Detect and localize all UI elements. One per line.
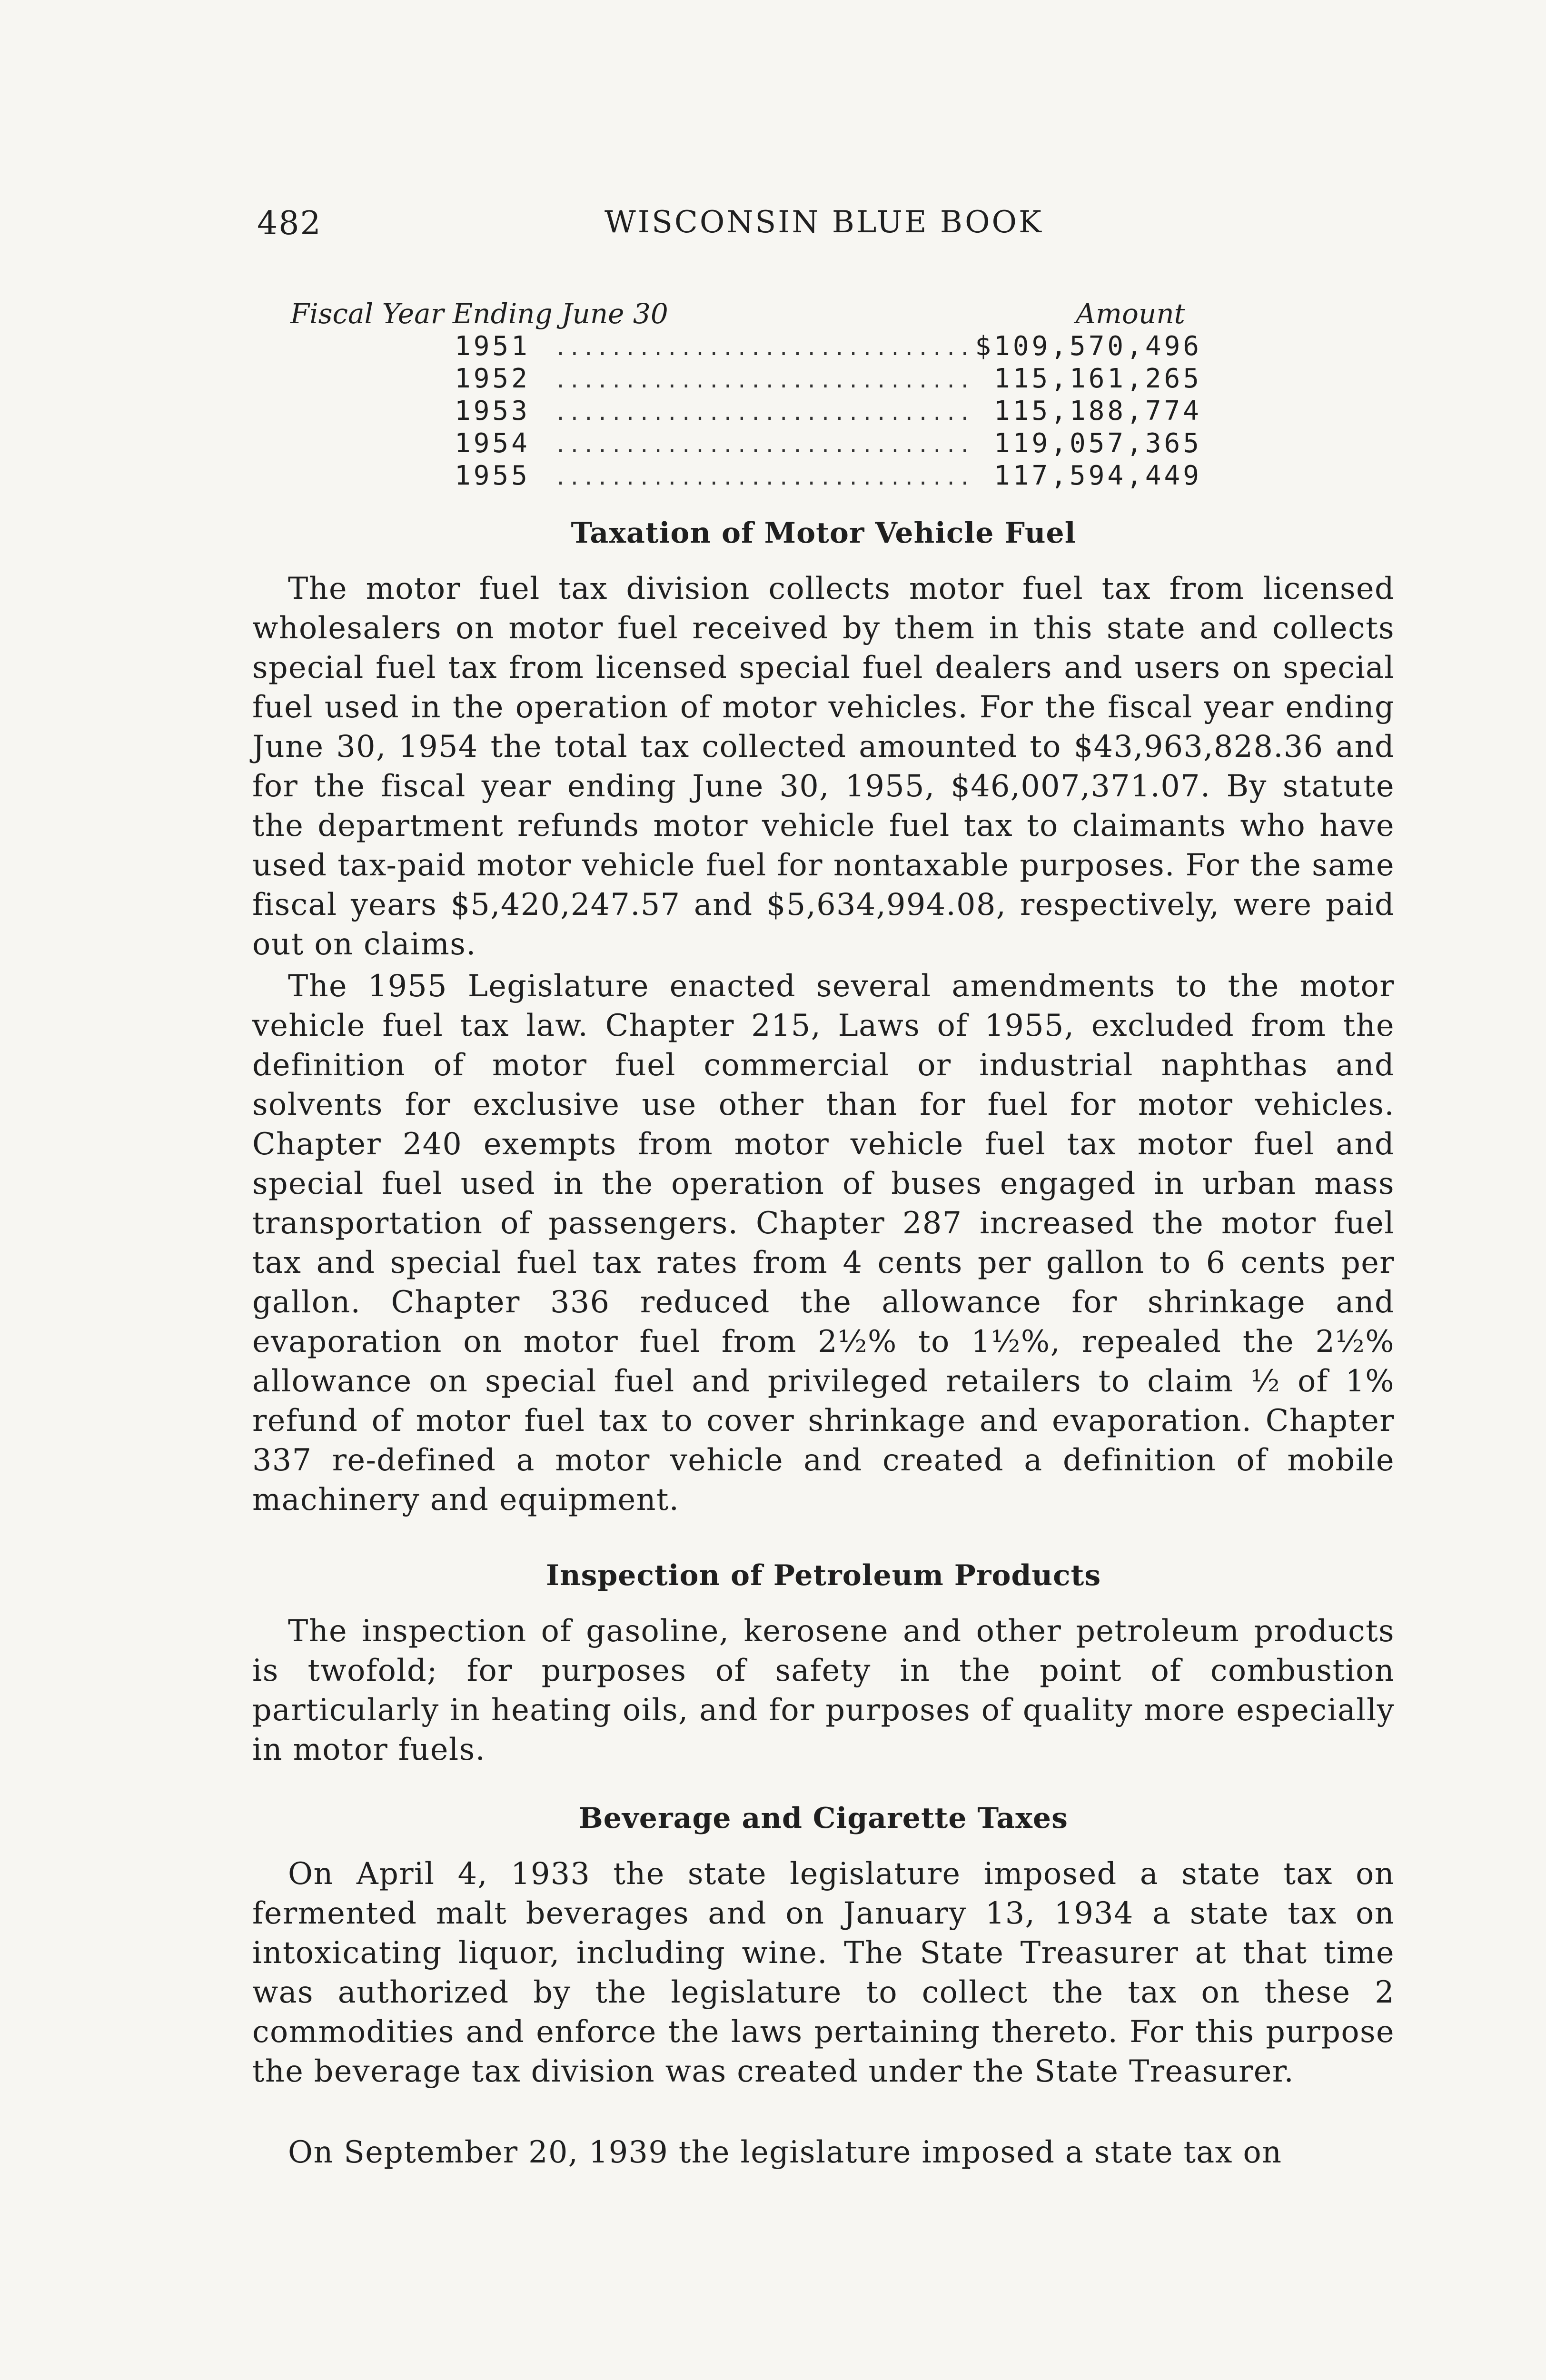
column-label-fiscal-year: Fiscal Year Ending June 30	[290, 298, 668, 330]
running-head	[257, 205, 1418, 248]
row-amount: 119,057,365	[994, 428, 1202, 459]
row-amount: 115,188,774	[994, 396, 1202, 426]
paragraph-petroleum-1: The inspection of gasoline, kerosene and other petroleum products is twofold; for purposes of safety in the point of combustion particularly in heating oils, and for purposes of quality more especially in motor fuels.	[252, 1613, 1395, 1767]
row-amount: $109,570,496	[975, 331, 1202, 362]
section-heading-motor-fuel: Taxation of Motor Vehicle Fuel	[571, 516, 1076, 550]
dot-leader	[555, 369, 973, 392]
row-year: 1953	[455, 396, 530, 426]
paragraph-beverage-2: On September 20, 1939 the legislature imposed a state tax on	[288, 2134, 1282, 2170]
table-row	[455, 396, 1202, 428]
row-year: 1954	[455, 428, 530, 459]
dot-leader	[555, 401, 973, 425]
row-year: 1955	[455, 460, 530, 491]
row-year: 1951	[455, 331, 530, 362]
table-row	[455, 428, 1202, 460]
table-row	[455, 331, 1202, 363]
running-title: WISCONSIN BLUE BOOK	[605, 205, 1043, 240]
section-heading-petroleum: Inspection of Petroleum Products	[545, 1559, 1101, 1592]
paragraph-motor-fuel-1: The motor fuel tax division collects motor fuel tax from licensed wholesalers on motor fuel received by them in this state and collects special fuel tax from licensed special fuel dealers and users on special fuel used in the operation of motor vehicles. For the fiscal year ending June 30, 1954 the total tax collected amounted to $43,963,828.36 and for the fiscal year ending June 30, 1955, $46,007,371.07. By statute the department refunds motor vehicle fuel tax to claimants who have used tax-paid motor vehicle fuel for nontaxable purposes. For the same fiscal years $5,420,247.57 and $5,634,994.08, respectively, were paid out on claims.	[252, 571, 1395, 962]
paragraph-motor-fuel-2: The 1955 Legislature enacted several amendments to the motor vehicle fuel tax law. Chapter 215, Laws of 1955, excluded from the definition of motor fuel commercial or industrial naphthas and solvents for exclusive use other than for fuel for motor vehicles. Chapter 240 exempts from motor vehicle fuel tax motor fuel and special fuel used in the operation of buses engaged in urban mass transportation of passengers. Chapter 287 increased the motor fuel tax and special fuel tax rates from 4 cents per gallon to 6 cents per gallon. Chapter 336 reduced the allowance for shrinkage and evaporation on motor fuel from 2½% to 1½%, repealed the 2½% allowance on special fuel and privileged retailers to claim ½ of 1% refund of motor fuel tax to cover shrinkage and evaporation. Chapter 337 re-defined a motor vehicle and created a definition of mobile machinery and equipment.	[252, 968, 1395, 1517]
paragraph-beverage-1: On April 4, 1933 the state legislature imposed a state tax on fermented malt beverages and on January 13, 1934 a state tax on intoxicating liquor, including wine. The State Treasurer at that time was authorized by the legislature to collect the tax on these 2 commodities and enforce the laws pertaining thereto. For this purpose the beverage tax division was created under the State Treasurer.	[252, 1856, 1395, 2089]
page-number: 482	[257, 205, 322, 242]
dot-leader	[555, 434, 973, 457]
dot-leader	[555, 466, 973, 489]
column-label-amount: Amount	[1076, 298, 1185, 330]
section-heading-beverage: Beverage and Cigarette Taxes	[579, 1802, 1068, 1835]
table-row	[455, 363, 1202, 396]
row-amount: 117,594,449	[994, 460, 1202, 491]
revenue-table-header	[290, 298, 1223, 336]
table-row	[455, 460, 1202, 493]
dot-leader	[555, 337, 973, 360]
row-year: 1952	[455, 363, 530, 394]
row-amount: 115,161,265	[994, 363, 1202, 394]
revenue-table	[455, 331, 1202, 493]
